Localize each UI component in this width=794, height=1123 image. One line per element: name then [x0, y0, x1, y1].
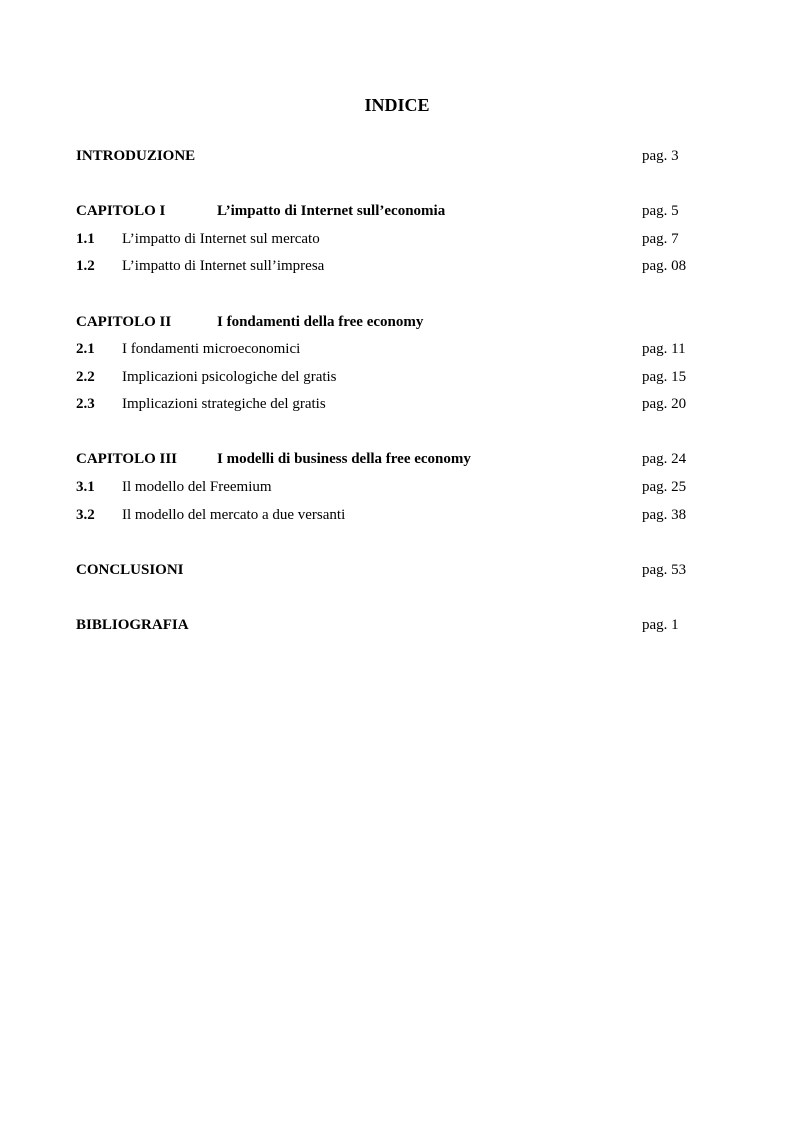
section-title: I fondamenti microeconomici	[122, 341, 301, 357]
entry-page: pag. 20	[642, 396, 687, 412]
toc-section-2-2	[76, 367, 716, 387]
entry-page: pag. 15	[642, 369, 687, 385]
toc-section-2-1	[76, 339, 716, 359]
entry-page: pag. 53	[642, 562, 687, 578]
section-title: Il modello del Freemium	[122, 479, 272, 495]
entry-label: INTRODUZIONE	[76, 148, 196, 164]
toc-entry-bibliografia	[76, 615, 716, 635]
chapter-title: L’impatto di Internet sull’economia	[217, 203, 446, 219]
chapter-label: CAPITOLO III	[76, 451, 178, 467]
section-number: 2.3	[76, 396, 95, 412]
section-number: 2.2	[76, 369, 95, 385]
toc-chapter-1	[76, 201, 716, 221]
entry-page: pag. 7	[642, 231, 679, 247]
toc-section-1-2	[76, 256, 716, 276]
section-title: L’impatto di Internet sull’impresa	[122, 258, 325, 274]
entry-page: pag. 3	[642, 148, 679, 164]
chapter-label: CAPITOLO I	[76, 203, 166, 219]
entry-page: pag. 5	[642, 203, 679, 219]
chapter-title: I fondamenti della free economy	[217, 314, 424, 330]
toc-entry-introduzione	[76, 146, 716, 166]
section-number: 1.2	[76, 258, 95, 274]
section-number: 3.2	[76, 507, 95, 523]
page-title: INDICE	[364, 95, 430, 115]
entry-page: pag. 24	[642, 451, 687, 467]
entry-label: CONCLUSIONI	[76, 562, 184, 578]
entry-page: pag. 1	[642, 617, 679, 633]
section-number: 3.1	[76, 479, 95, 495]
section-number: 2.1	[76, 341, 95, 357]
toc-section-3-2	[76, 505, 716, 525]
toc-chapter-3	[76, 449, 716, 469]
toc-section-1-1	[76, 229, 716, 249]
toc-section-2-3	[76, 394, 716, 414]
entry-page: pag. 38	[642, 507, 687, 523]
section-title: Implicazioni strategiche del gratis	[122, 396, 326, 412]
entry-page: pag. 11	[642, 341, 686, 357]
toc-entry-conclusioni	[76, 560, 716, 580]
toc-chapter-2	[76, 312, 716, 332]
section-title: L’impatto di Internet sul mercato	[122, 231, 320, 247]
entry-label: BIBLIOGRAFIA	[76, 617, 189, 633]
section-title: Implicazioni psicologiche del gratis	[122, 369, 337, 385]
section-number: 1.1	[76, 231, 95, 247]
chapter-label: CAPITOLO II	[76, 314, 172, 330]
entry-page: pag. 08	[642, 258, 687, 274]
section-title: Il modello del mercato a due versanti	[122, 507, 346, 523]
chapter-title: I modelli di business della free economy	[217, 451, 471, 467]
toc-section-3-1	[76, 477, 716, 497]
entry-page: pag. 25	[642, 479, 687, 495]
